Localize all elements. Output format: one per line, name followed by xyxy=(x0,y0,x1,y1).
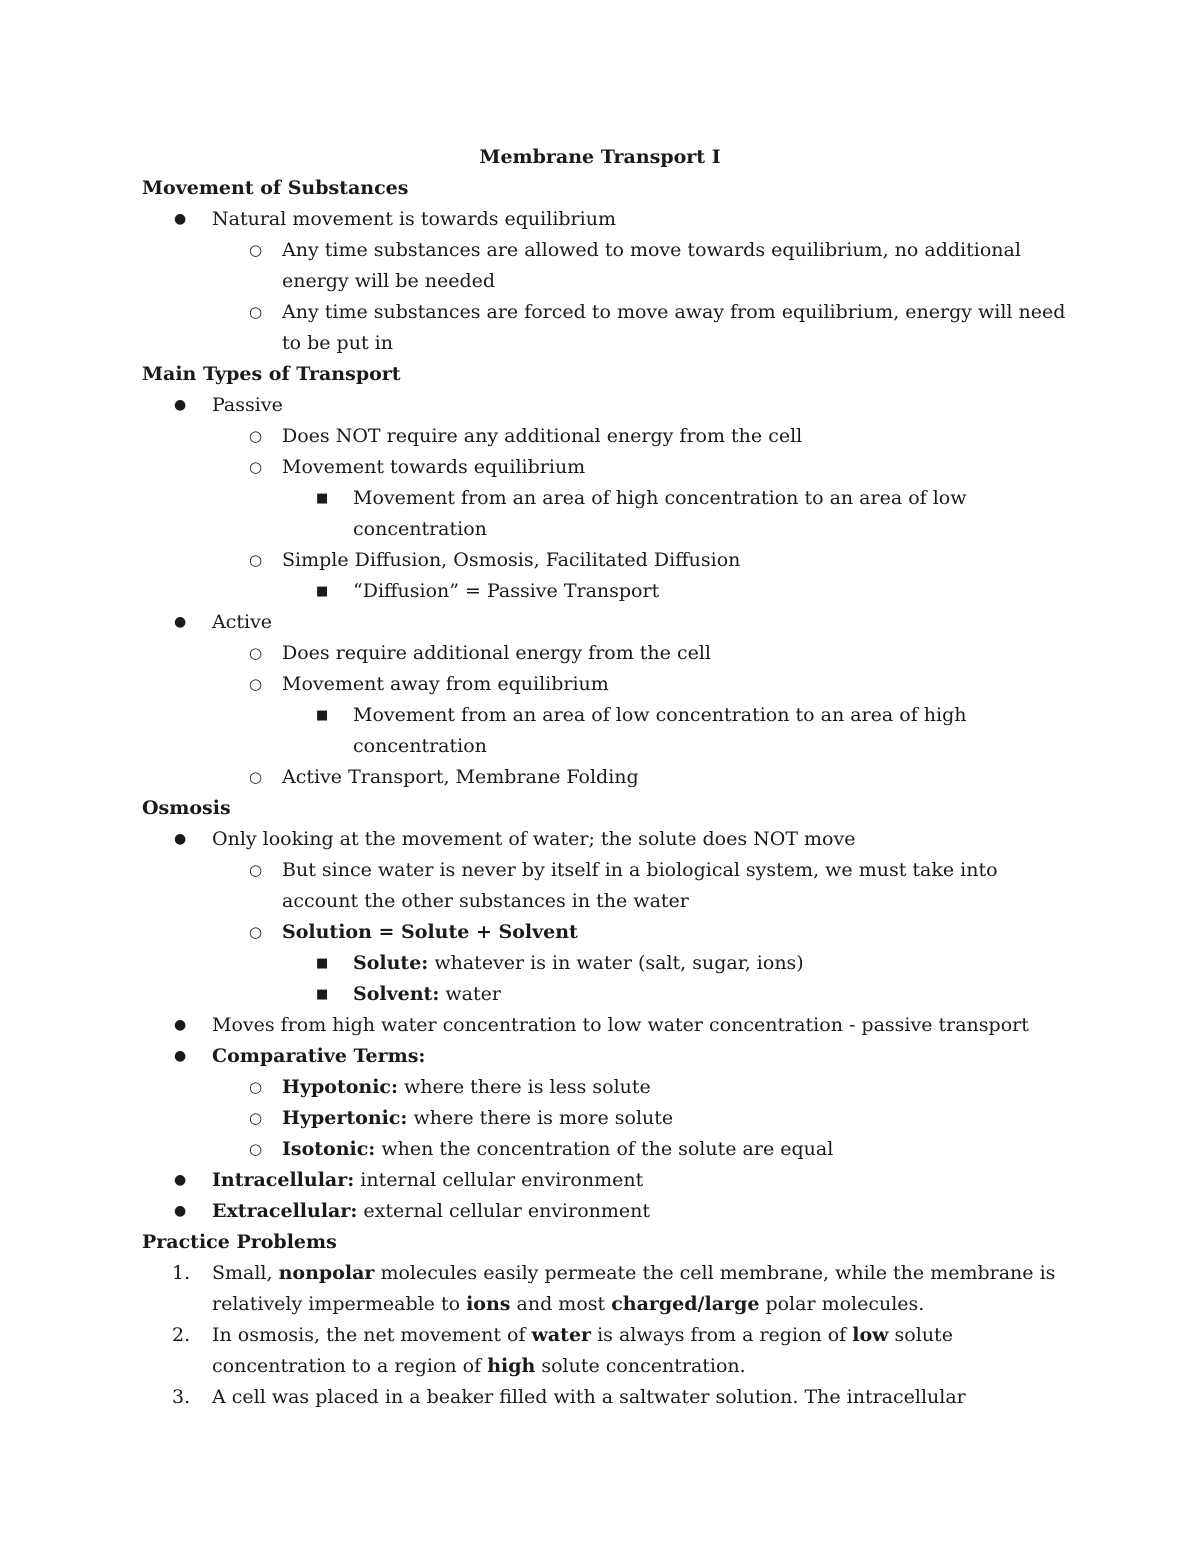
practice-problem-1 xyxy=(212,1258,1055,1289)
list-item xyxy=(282,1134,833,1165)
list-item: Passive xyxy=(212,394,283,416)
list-item: Movement towards equilibrium xyxy=(282,456,586,478)
term-isotonic: Isotonic: xyxy=(282,1138,376,1160)
heading-main-types-of-transport: Main Types of Transport xyxy=(142,363,401,385)
circle-marker: ○ xyxy=(249,1078,263,1096)
list-item: “Diffusion” = Passive Transport xyxy=(353,580,660,602)
circle-marker: ○ xyxy=(249,551,263,569)
text-run: and most xyxy=(510,1293,612,1315)
circle-marker: ○ xyxy=(249,768,263,786)
circle-marker: ○ xyxy=(249,303,263,321)
bullet-marker: ● xyxy=(174,1017,187,1033)
square-marker: ■ xyxy=(316,956,329,971)
bullet-marker: ● xyxy=(174,831,187,847)
list-item: Only looking at the movement of water; the solute does NOT move xyxy=(212,828,856,850)
bold-run: water xyxy=(531,1324,592,1346)
list-item xyxy=(353,948,804,979)
text-run: solute concentration. xyxy=(535,1355,746,1377)
definition-text: when the concentration of the solute are equal xyxy=(375,1138,834,1160)
list-item: Active xyxy=(212,611,273,633)
list-item: Simple Diffusion, Osmosis, Facilitated Diffusion xyxy=(282,549,741,571)
practice-problem-2-continuation xyxy=(212,1351,746,1382)
list-item xyxy=(282,1103,673,1134)
text-run: molecules easily permeate the cell membrane, while the membrane is xyxy=(374,1262,1056,1284)
list-item xyxy=(212,1196,650,1227)
circle-marker: ○ xyxy=(249,675,263,693)
practice-problem-3: A cell was placed in a beaker filled with a saltwater solution. The intracellular xyxy=(212,1386,966,1408)
square-marker: ■ xyxy=(316,987,329,1002)
text-run: concentration to a region of xyxy=(212,1355,488,1377)
bullet-marker: ● xyxy=(174,1203,187,1219)
definition-text: water xyxy=(439,983,501,1005)
bullet-marker: ● xyxy=(174,397,187,413)
list-item xyxy=(282,1072,651,1103)
text-run: solute xyxy=(888,1324,953,1346)
circle-marker: ○ xyxy=(249,861,263,879)
circle-marker: ○ xyxy=(249,1140,263,1158)
list-item: Does NOT require any additional energy from the cell xyxy=(282,425,803,447)
list-number: 1. xyxy=(172,1262,191,1284)
list-item: Does require additional energy from the cell xyxy=(282,642,711,664)
list-number: 3. xyxy=(172,1386,191,1408)
list-item: Any time substances are forced to move away from equilibrium, energy will need xyxy=(282,301,1066,323)
text-run: polar molecules. xyxy=(759,1293,925,1315)
text-run: is always from a region of xyxy=(591,1324,853,1346)
list-item: Active Transport, Membrane Folding xyxy=(282,766,639,788)
list-item: But since water is never by itself in a biological system, we must take into xyxy=(282,859,998,881)
definition-text: whatever is in water (salt, sugar, ions) xyxy=(428,952,804,974)
circle-marker: ○ xyxy=(249,427,263,445)
term-intracellular: Intracellular: xyxy=(212,1169,355,1191)
list-item: Movement away from equilibrium xyxy=(282,673,609,695)
list-item-continuation: concentration xyxy=(353,735,487,757)
text-run: relatively impermeable to xyxy=(212,1293,467,1315)
square-marker: ■ xyxy=(316,491,329,506)
list-item xyxy=(353,979,501,1010)
term-hypertonic: Hypertonic: xyxy=(282,1107,408,1129)
list-item: Any time substances are allowed to move towards equilibrium, no additional xyxy=(282,239,1021,261)
list-item-bold: Comparative Terms: xyxy=(212,1045,426,1067)
list-item-continuation: to be put in xyxy=(282,332,393,354)
term-hypotonic: Hypotonic: xyxy=(282,1076,399,1098)
bullet-marker: ● xyxy=(174,1172,187,1188)
bold-run: low xyxy=(852,1324,889,1346)
practice-problem-1-continuation xyxy=(212,1289,924,1320)
circle-marker: ○ xyxy=(249,1109,263,1127)
list-number: 2. xyxy=(172,1324,191,1346)
bullet-marker: ● xyxy=(174,1048,187,1064)
text-run: Small, xyxy=(212,1262,279,1284)
heading-movement-of-substances: Movement of Substances xyxy=(142,177,409,199)
list-item-continuation: concentration xyxy=(353,518,487,540)
definition-text: where there is less solute xyxy=(398,1076,651,1098)
bold-run: ions xyxy=(466,1293,511,1315)
list-item: Moves from high water concentration to low water concentration - passive transport xyxy=(212,1014,1029,1036)
list-item: Movement from an area of high concentration to an area of low xyxy=(353,487,967,509)
heading-practice-problems: Practice Problems xyxy=(142,1231,337,1253)
term-extracellular: Extracellular: xyxy=(212,1200,358,1222)
list-item: Movement from an area of low concentration to an area of high xyxy=(353,704,967,726)
practice-problem-2 xyxy=(212,1320,953,1351)
circle-marker: ○ xyxy=(249,923,263,941)
circle-marker: ○ xyxy=(249,644,263,662)
bullet-marker: ● xyxy=(174,614,187,630)
list-item-continuation: energy will be needed xyxy=(282,270,496,292)
text-run: In osmosis, the net movement of xyxy=(212,1324,532,1346)
bullet-marker: ● xyxy=(174,211,187,227)
term-solute: Solute: xyxy=(353,952,429,974)
bold-run: high xyxy=(487,1355,536,1377)
circle-marker: ○ xyxy=(249,458,263,476)
square-marker: ■ xyxy=(316,708,329,723)
bold-run: nonpolar xyxy=(278,1262,375,1284)
list-item: Natural movement is towards equilibrium xyxy=(212,208,616,230)
definition-text: where there is more solute xyxy=(407,1107,674,1129)
circle-marker: ○ xyxy=(249,241,263,259)
term-solvent: Solvent: xyxy=(353,983,440,1005)
list-item-bold: Solution = Solute + Solvent xyxy=(282,921,578,943)
list-item-continuation: account the other substances in the water xyxy=(282,890,689,912)
heading-osmosis: Osmosis xyxy=(142,797,231,819)
bold-run: charged/large xyxy=(611,1293,760,1315)
definition-text: external cellular environment xyxy=(357,1200,651,1222)
document-title: Membrane Transport I xyxy=(479,146,721,168)
list-item xyxy=(212,1165,643,1196)
square-marker: ■ xyxy=(316,584,329,599)
definition-text: internal cellular environment xyxy=(354,1169,644,1191)
